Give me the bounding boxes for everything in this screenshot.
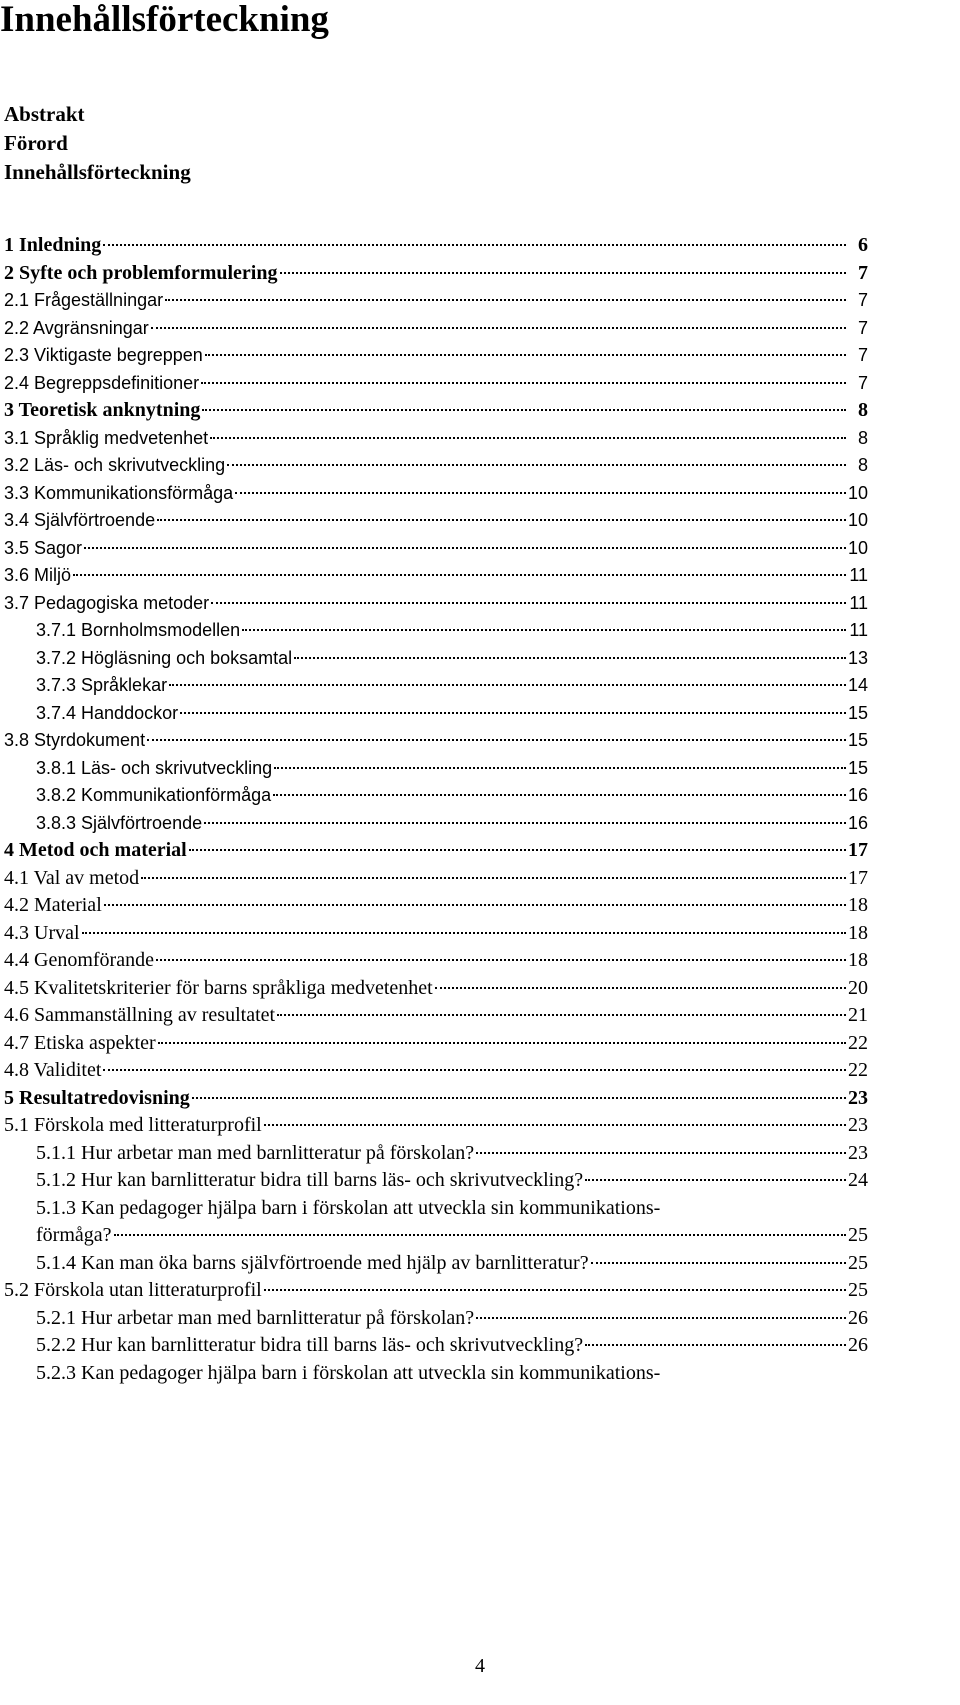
dot-leader bbox=[165, 299, 846, 301]
toc-entry-text: 2 Syfte och problemformulering bbox=[4, 261, 278, 284]
page-title: Innehållsförteckning bbox=[0, 0, 329, 40]
toc-entry-text: 4.5 Kvalitetskriterier för barns språkliga medvetenhet bbox=[4, 976, 433, 999]
toc-entry-page: 25 bbox=[848, 1224, 868, 1246]
dot-leader bbox=[274, 767, 846, 769]
toc-entry[interactable] bbox=[4, 1057, 868, 1085]
toc-entry[interactable] bbox=[4, 865, 868, 893]
toc-entry-text: 3.8.1 Läs- och skrivutveckling bbox=[36, 757, 273, 778]
toc-entry-text: 5.1.3 Kan pedagoger hjälpa barn i förskolan att utveckla sin kommunikations- bbox=[36, 1196, 661, 1219]
toc-entry-text: 3.7.2 Högläsning och boksamtal bbox=[36, 647, 293, 668]
dot-leader bbox=[235, 492, 846, 494]
dot-leader bbox=[180, 712, 846, 714]
toc-entry-text: 3.2 Läs- och skrivutveckling bbox=[4, 455, 226, 475]
toc-entry[interactable] bbox=[4, 645, 868, 673]
dot-leader bbox=[264, 1289, 846, 1291]
dot-leader bbox=[205, 354, 846, 356]
toc-entry[interactable] bbox=[4, 1140, 868, 1168]
toc-entry-page: 25 bbox=[848, 1251, 868, 1274]
dot-leader bbox=[585, 1344, 846, 1346]
dot-leader bbox=[204, 822, 846, 824]
toc-entry[interactable] bbox=[4, 892, 868, 920]
dot-leader bbox=[103, 1069, 846, 1071]
toc-entry[interactable] bbox=[4, 1195, 868, 1223]
dot-leader bbox=[273, 794, 846, 796]
toc-entry[interactable] bbox=[4, 920, 868, 948]
dot-leader bbox=[227, 464, 846, 466]
dot-leader bbox=[280, 272, 847, 274]
toc-entry[interactable] bbox=[4, 315, 868, 343]
toc-entry-text: 3.6 Miljö bbox=[4, 565, 72, 585]
toc-entry-text: 2.3 Viktigaste begreppen bbox=[4, 345, 203, 365]
toc-entry[interactable] bbox=[4, 1222, 868, 1250]
toc-entry-text: 3.8.3 Självförtroende bbox=[36, 812, 203, 833]
toc-entry[interactable] bbox=[4, 755, 868, 783]
toc-entry-text: förmåga? bbox=[36, 1224, 112, 1246]
toc-entry-page: 26 bbox=[848, 1334, 868, 1356]
toc-entry-page: 21 bbox=[848, 1004, 868, 1026]
dot-leader bbox=[73, 574, 846, 576]
dot-leader bbox=[192, 1097, 846, 1099]
toc-entry-page: 17 bbox=[848, 839, 868, 861]
dot-leader bbox=[189, 849, 846, 851]
dot-leader bbox=[82, 932, 846, 934]
toc-entry-text: 3.1 Språklig medvetenhet bbox=[4, 427, 209, 448]
toc-entry[interactable] bbox=[4, 782, 868, 810]
toc-entry-text: 2.4 Begreppsdefinitioner bbox=[4, 372, 200, 393]
dot-leader bbox=[104, 904, 846, 906]
toc-entry-text: 5.2 Förskola utan litteraturprofil bbox=[4, 1279, 262, 1301]
dot-leader bbox=[476, 1152, 846, 1154]
toc-entry[interactable] bbox=[4, 452, 868, 480]
dot-leader bbox=[169, 684, 846, 686]
toc-entry-text: 5.1.1 Hur arbetar man med barnlitteratur på förskolan? bbox=[36, 1141, 475, 1164]
toc-entry-page: 22 bbox=[848, 1059, 868, 1081]
dot-leader bbox=[435, 987, 846, 989]
toc-entry[interactable] bbox=[4, 397, 868, 425]
toc-entry-text: 4.7 Etiska aspekter bbox=[4, 1031, 156, 1054]
dot-leader bbox=[210, 437, 846, 439]
toc-entry-text: 4.1 Val av metod bbox=[4, 866, 140, 889]
toc-entry-page: 25 bbox=[848, 1279, 868, 1301]
dot-leader bbox=[264, 1124, 846, 1126]
toc-entry-text: 3.5 Sagor bbox=[4, 537, 83, 558]
toc-entry-page: 13 bbox=[847, 647, 868, 668]
toc-entry[interactable] bbox=[4, 1167, 868, 1195]
toc-entry-page: 7 bbox=[857, 372, 868, 393]
dot-leader bbox=[158, 1042, 846, 1044]
toc-entry[interactable] bbox=[4, 562, 868, 590]
toc-entry-page: 11 bbox=[849, 592, 868, 613]
toc-entry-text: 3.7 Pedagogiska metoder bbox=[4, 592, 210, 613]
toc-entry-text: 5.2.3 Kan pedagoger hjälpa barn i förskolan att utveckla sin kommunikations- bbox=[36, 1361, 661, 1384]
front-matter bbox=[4, 100, 191, 187]
toc-entry[interactable] bbox=[4, 975, 868, 1003]
toc-entry-text: 5.1.4 Kan man öka barns självförtroende med hjälp av barnlitteratur? bbox=[36, 1251, 589, 1274]
toc-entry[interactable] bbox=[4, 370, 868, 398]
dot-leader bbox=[141, 877, 846, 879]
toc-entry-text: 4.6 Sammanställning av resultatet bbox=[4, 1004, 276, 1026]
toc-entry-page: 17 bbox=[848, 866, 868, 889]
page-number: 4 bbox=[475, 1655, 485, 1677]
toc-entry-page: 7 bbox=[857, 345, 868, 365]
toc-entry-page: 26 bbox=[848, 1306, 868, 1329]
dot-leader bbox=[103, 244, 846, 246]
toc-entry-text: 4 Metod och material bbox=[4, 839, 187, 861]
front-matter-item[interactable]: Förord bbox=[4, 131, 68, 155]
toc-entry[interactable] bbox=[4, 700, 868, 728]
toc-entry[interactable] bbox=[4, 1085, 868, 1113]
toc-entry[interactable] bbox=[4, 425, 868, 453]
toc-entry-text: 4.8 Validitet bbox=[4, 1059, 102, 1081]
toc-entry[interactable] bbox=[4, 1002, 868, 1030]
front-matter-item[interactable]: Innehållsförteckning bbox=[4, 160, 191, 184]
dot-leader bbox=[147, 739, 846, 741]
toc-entry-page: 16 bbox=[847, 812, 868, 833]
dot-leader bbox=[585, 1179, 846, 1181]
toc-entry-text: 4.4 Genomförande bbox=[4, 949, 154, 971]
dot-leader bbox=[294, 657, 846, 659]
toc-entry-text: 3.4 Självförtroende bbox=[4, 510, 156, 530]
toc-entry-page: 10 bbox=[847, 482, 868, 503]
toc-entry[interactable] bbox=[4, 1030, 868, 1058]
toc-entry-page: 7 bbox=[857, 290, 868, 310]
toc-entry[interactable] bbox=[4, 1250, 868, 1278]
toc-entry-page: 24 bbox=[848, 1169, 868, 1191]
toc-entry-page: 18 bbox=[848, 949, 868, 971]
toc-entry[interactable] bbox=[4, 1277, 868, 1305]
toc-entry[interactable] bbox=[4, 1112, 868, 1140]
toc-entry-page: 7 bbox=[857, 317, 868, 338]
toc-entry[interactable] bbox=[4, 947, 868, 975]
dot-leader bbox=[156, 959, 846, 961]
dot-leader bbox=[211, 602, 846, 604]
toc-entry-text: 5.1.2 Hur kan barnlitteratur bidra till barns läs- och skrivutveckling? bbox=[36, 1169, 584, 1191]
toc-entry-page: 15 bbox=[847, 757, 868, 778]
toc-entry-page: 11 bbox=[849, 620, 868, 640]
toc-entry[interactable] bbox=[4, 480, 868, 508]
toc-entry-page: 20 bbox=[848, 976, 868, 999]
toc-entry-page: 16 bbox=[847, 785, 868, 805]
toc-entry-page: 8 bbox=[857, 427, 868, 448]
toc-entry-text: 3.8.2 Kommunikationförmåga bbox=[36, 785, 272, 805]
dot-leader bbox=[277, 1014, 846, 1016]
toc-entry-page: 18 bbox=[848, 894, 868, 916]
toc-entry[interactable] bbox=[4, 507, 868, 535]
toc-entry-page: 6 bbox=[858, 234, 868, 256]
dot-leader bbox=[476, 1317, 846, 1319]
toc-entry[interactable] bbox=[4, 232, 868, 260]
toc-entry[interactable] bbox=[4, 1305, 868, 1333]
toc-entry-text: 4.3 Urval bbox=[4, 921, 80, 944]
dot-leader bbox=[242, 629, 846, 631]
toc-entry-page: 23 bbox=[848, 1114, 868, 1136]
toc-entry-page: 8 bbox=[857, 455, 868, 475]
toc-entry[interactable] bbox=[4, 727, 868, 755]
toc-entry-text: 5 Resultatredovisning bbox=[4, 1086, 190, 1109]
dot-leader bbox=[201, 382, 846, 384]
toc-entry-page: 10 bbox=[847, 510, 868, 530]
toc-entry-text: 5.2.2 Hur kan barnlitteratur bidra till barns läs- och skrivutveckling? bbox=[36, 1334, 584, 1356]
toc-entry-page: 23 bbox=[848, 1141, 868, 1164]
toc-entry-text: 1 Inledning bbox=[4, 234, 102, 256]
toc-entry-text: 3.3 Kommunikationsförmåga bbox=[4, 482, 234, 503]
toc-entry-text: 4.2 Material bbox=[4, 894, 102, 916]
dot-leader bbox=[84, 547, 846, 549]
dot-leader bbox=[591, 1262, 846, 1264]
toc-entry-page: 15 bbox=[847, 730, 868, 750]
toc-entry-page: 7 bbox=[858, 261, 868, 284]
toc-entry[interactable] bbox=[4, 837, 868, 865]
front-matter-item[interactable]: Abstrakt bbox=[4, 102, 85, 126]
dot-leader bbox=[202, 409, 846, 411]
toc-entry[interactable] bbox=[4, 590, 868, 618]
toc-entry-text: 5.1 Förskola med litteraturprofil bbox=[4, 1114, 262, 1136]
toc-entry-text: 3.7.4 Handdockor bbox=[36, 702, 179, 723]
dot-leader bbox=[157, 519, 846, 521]
toc-entry-text: 3.7.1 Bornholmsmodellen bbox=[36, 620, 241, 640]
toc-entry-text: 5.2.1 Hur arbetar man med barnlitteratur på förskolan? bbox=[36, 1306, 475, 1329]
toc-entry-text: 3 Teoretisk anknytning bbox=[4, 399, 201, 421]
toc-entry-page: 18 bbox=[848, 921, 868, 944]
toc-entry-text: 2.2 Avgränsningar bbox=[4, 317, 149, 338]
dot-leader bbox=[114, 1234, 846, 1236]
toc-entry[interactable] bbox=[4, 1332, 868, 1360]
table-of-contents bbox=[4, 232, 868, 1387]
toc-entry[interactable] bbox=[4, 672, 868, 700]
toc-entry[interactable] bbox=[4, 535, 868, 563]
toc-entry-page: 8 bbox=[858, 399, 868, 421]
toc-entry-text: 3.7.3 Språklekar bbox=[36, 675, 168, 695]
toc-entry-text: 3.8 Styrdokument bbox=[4, 730, 146, 750]
toc-entry-page: 23 bbox=[848, 1086, 868, 1109]
toc-entry-page: 22 bbox=[848, 1031, 868, 1054]
toc-entry-page: 15 bbox=[847, 702, 868, 723]
toc-entry[interactable] bbox=[4, 287, 868, 315]
toc-entry-page: 14 bbox=[847, 675, 868, 695]
toc-entry[interactable] bbox=[4, 617, 868, 645]
dot-leader bbox=[151, 327, 846, 329]
toc-entry[interactable] bbox=[4, 260, 868, 288]
toc-entry-page: 10 bbox=[847, 537, 868, 558]
toc-entry-text: 2.1 Frågeställningar bbox=[4, 290, 164, 310]
toc-entry[interactable] bbox=[4, 810, 868, 838]
toc-entry-page: 11 bbox=[849, 565, 868, 585]
toc-entry[interactable] bbox=[4, 342, 868, 370]
toc-entry[interactable] bbox=[4, 1360, 868, 1388]
